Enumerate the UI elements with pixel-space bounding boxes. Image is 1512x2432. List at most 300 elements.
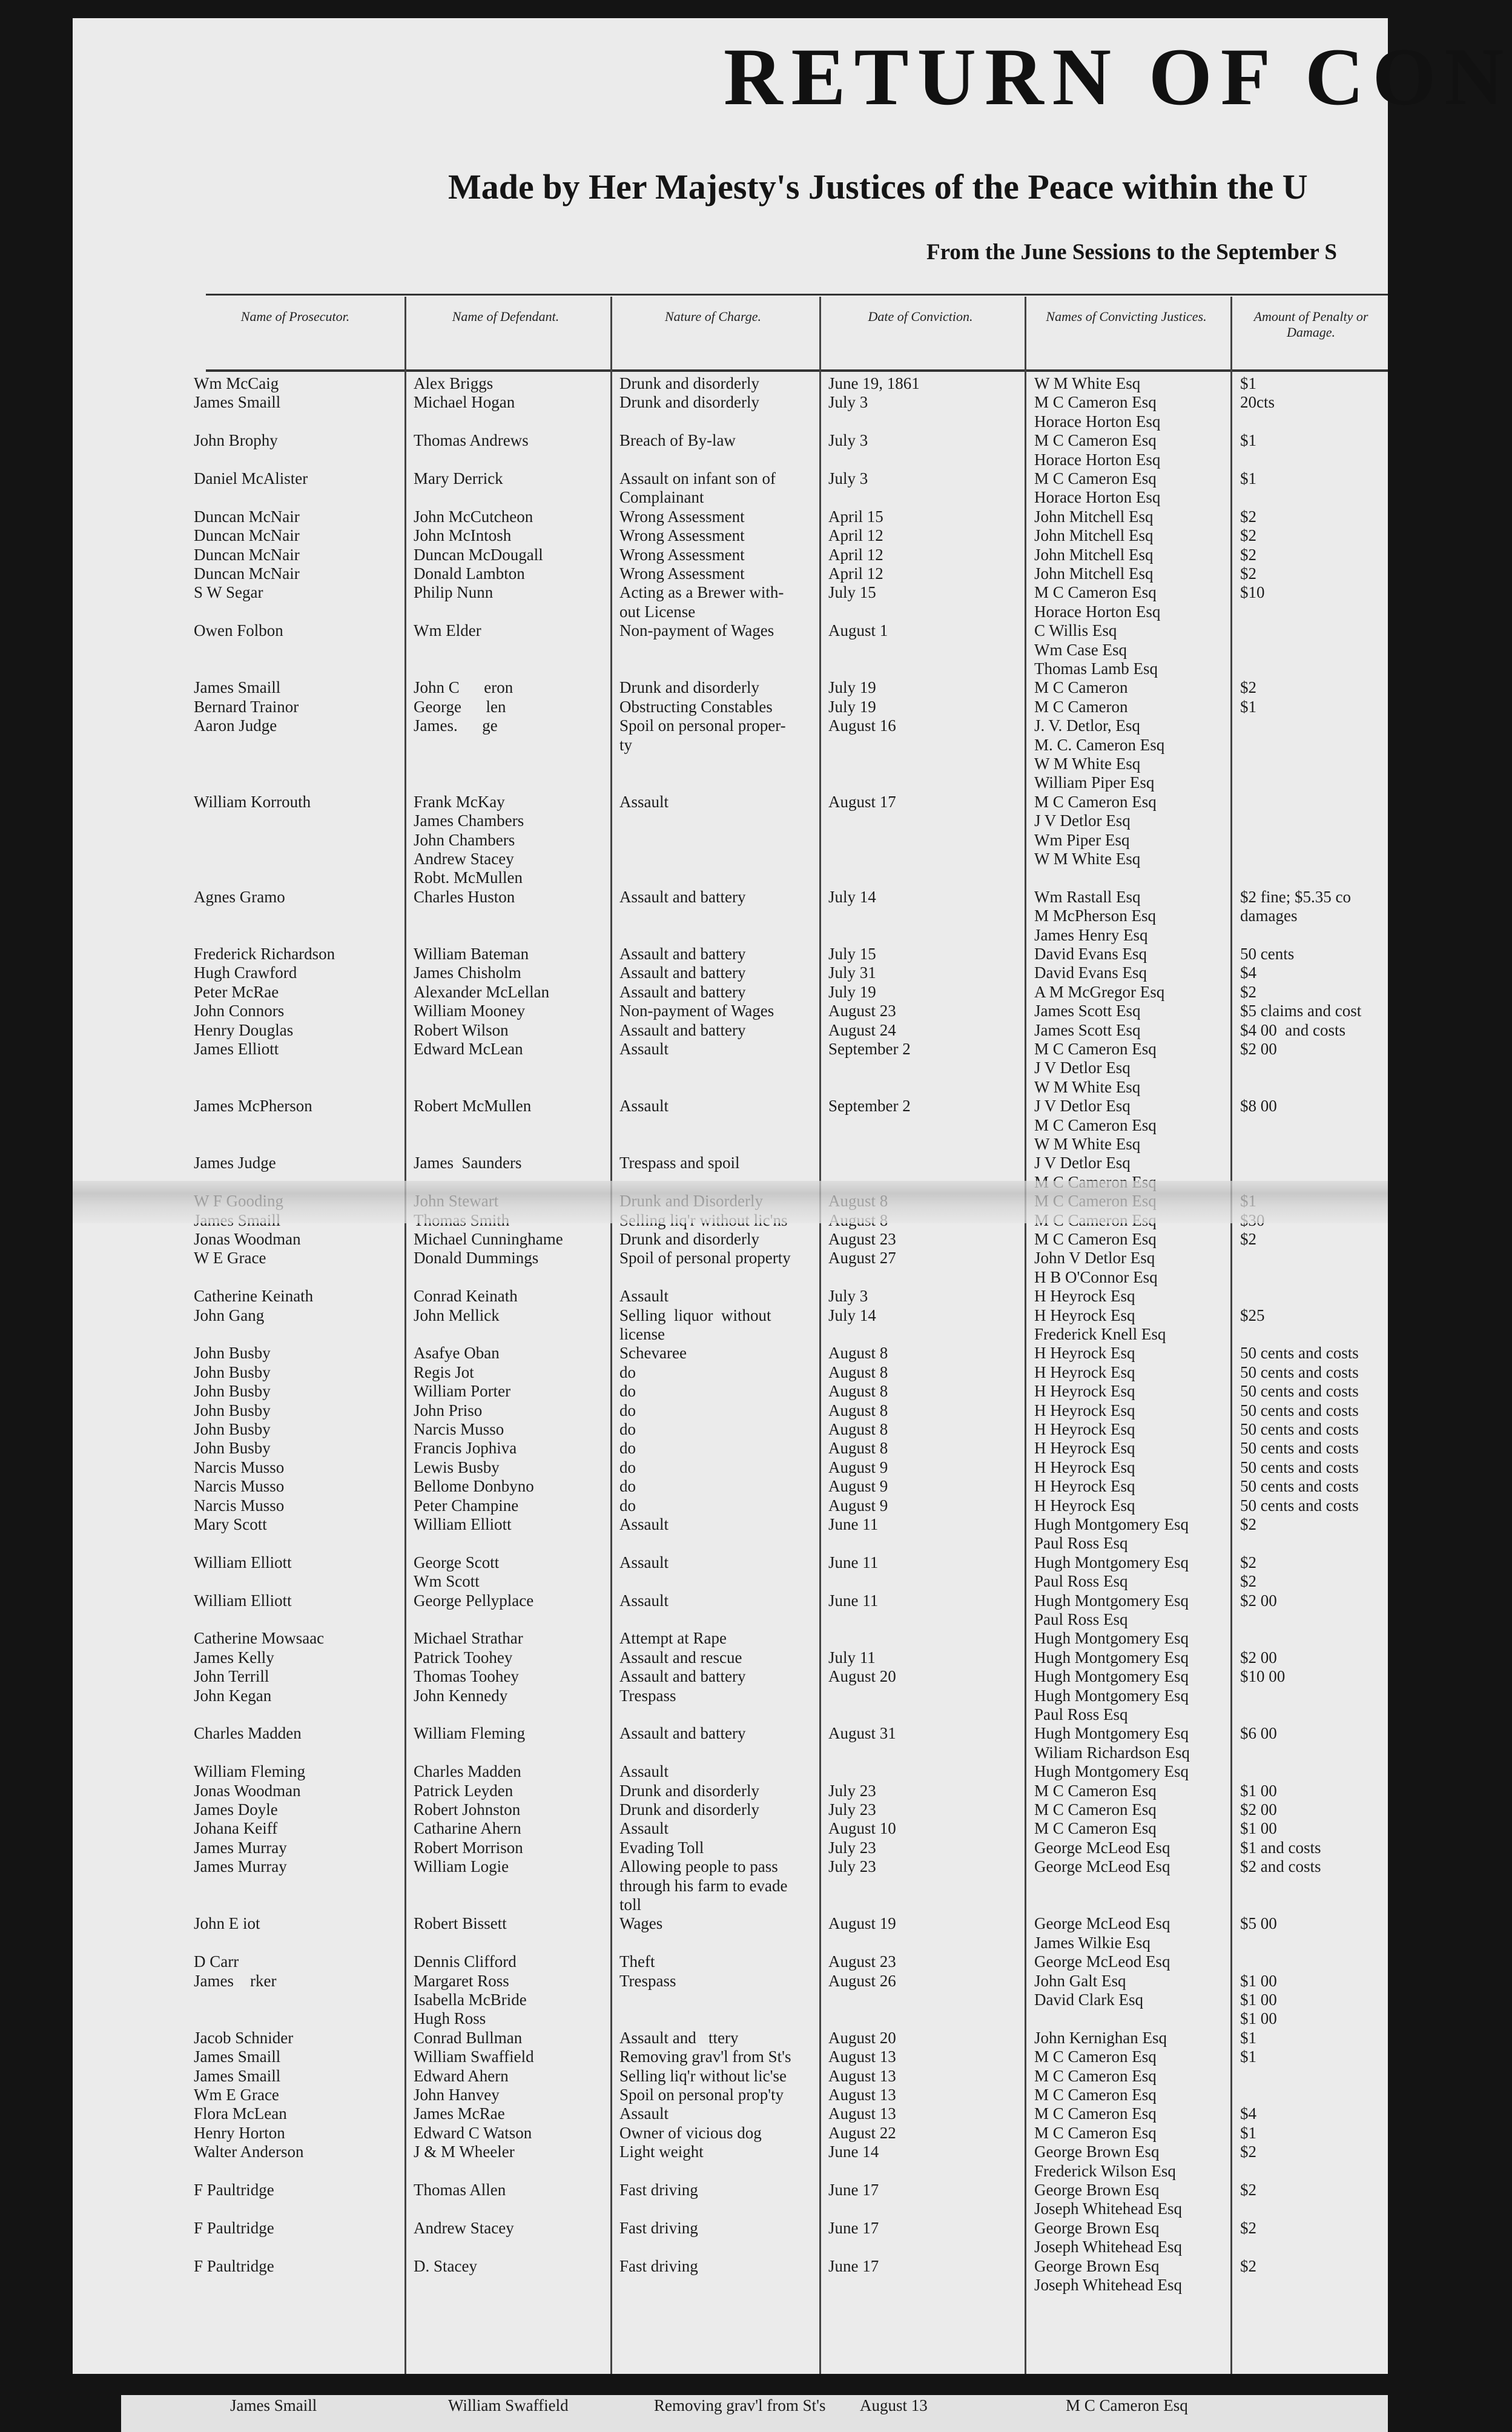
row-justices: Joseph Whitehead Esq <box>1034 2238 1182 2256</box>
row-justices: James Henry Esq <box>1034 925 1148 944</box>
row-prosecutor: Duncan McNair <box>194 526 300 545</box>
row-charge: Assault <box>619 1097 669 1115</box>
header-top-rule <box>206 294 1388 296</box>
row-prosecutor: Owen Folbon <box>194 621 283 640</box>
row-justices: H Heyrock Esq <box>1034 1382 1135 1401</box>
row-date: July 3 <box>828 431 868 450</box>
row-penalty: $1 00 <box>1240 1781 1277 1800</box>
row-prosecutor: Jonas Woodman <box>194 1781 301 1800</box>
row-defendant: William Porter <box>414 1382 511 1401</box>
row-date: August 13 <box>828 2047 896 2066</box>
row-justices: M C Cameron Esq <box>1034 2123 1157 2142</box>
row-justices: M C Cameron Esq <box>1034 2066 1157 2085</box>
row-prosecutor: John Busby <box>194 1401 271 1419</box>
row-prosecutor: James Elliott <box>194 1040 279 1058</box>
row-justices: H Heyrock Esq <box>1034 1458 1135 1476</box>
row-date: July 19 <box>828 697 876 716</box>
row-justices: Paul Ross Esq <box>1034 1705 1128 1723</box>
row-date: July 23 <box>828 1781 876 1800</box>
row-justices: Joseph Whitehead Esq <box>1034 2276 1182 2294</box>
row-charge: do <box>619 1477 636 1496</box>
row-date: August 22 <box>828 2123 896 2142</box>
row-charge: Fast driving <box>619 2218 698 2237</box>
row-penalty: $2 <box>1240 2143 1256 2161</box>
row-defendant: Hugh Ross <box>414 2009 486 2028</box>
row-date: August 9 <box>828 1477 888 1496</box>
row-defendant: Robert Wilson <box>414 1020 509 1039</box>
row-justices: George Brown Esq <box>1034 2256 1160 2275</box>
row-prosecutor: Narcis Musso <box>194 1477 285 1496</box>
row-defendant: Wm Scott <box>414 1572 480 1591</box>
row-charge: Assault <box>619 2104 669 2123</box>
row-justices: W M White Esq <box>1034 1077 1141 1096</box>
row-date: August 17 <box>828 792 896 811</box>
row-charge: Evading Toll <box>619 1838 704 1857</box>
row-penalty: $2 <box>1240 678 1256 697</box>
row-penalty: 50 cents and costs <box>1240 1420 1359 1438</box>
row-justices: John Mitchell Esq <box>1034 545 1154 564</box>
row-justices: Paul Ross Esq <box>1034 1610 1128 1628</box>
row-prosecutor: Walter Anderson <box>194 2143 304 2161</box>
row-date: August 23 <box>828 1952 896 1971</box>
row-defendant: William Bateman <box>414 945 529 963</box>
row-charge: Theft <box>619 1952 655 1971</box>
row-prosecutor: James Smaill <box>194 2066 281 2085</box>
row-defendant: James Chambers <box>414 811 524 830</box>
row-prosecutor: James McPherson <box>194 1097 312 1115</box>
row-penalty: $1 <box>1240 469 1256 487</box>
row-date: July 15 <box>828 583 876 602</box>
row-penalty: $1 00 <box>1240 2009 1277 2028</box>
row-charge: Selling liq'r without lic'se <box>619 2066 787 2085</box>
row-defendant: Peter Champine <box>414 1496 519 1515</box>
row-date: August 8 <box>828 1439 888 1458</box>
row-charge: do <box>619 1439 636 1458</box>
row-date: June 11 <box>828 1515 879 1533</box>
row-defendant: Alex Briggs <box>414 374 494 392</box>
column-rule <box>819 297 821 2374</box>
row-date: August 1 <box>828 621 888 640</box>
row-charge: Drunk and disorderly <box>619 1800 759 1819</box>
row-date: July 23 <box>828 1838 876 1857</box>
row-justices: H Heyrock Esq <box>1034 1401 1135 1419</box>
row-date: August 23 <box>828 1230 896 1248</box>
row-defendant: Regis Jot <box>414 1363 474 1381</box>
row-justices: W M White Esq <box>1034 850 1141 868</box>
row-prosecutor: John Gang <box>194 1306 265 1324</box>
row-date: July 19 <box>828 678 876 697</box>
row-justices: H Heyrock Esq <box>1034 1439 1135 1458</box>
row-justices: John Mitchell Esq <box>1034 564 1154 583</box>
row-justices: John Kernighan Esq <box>1034 2028 1167 2047</box>
row-penalty: $1 00 <box>1240 1991 1277 2009</box>
row-charge: Trespass <box>619 1686 676 1705</box>
row-date: August 8 <box>828 1420 888 1438</box>
row-justices: M C Cameron Esq <box>1034 1781 1157 1800</box>
row-charge: Spoil of personal property <box>619 1249 791 1267</box>
row-date: April 12 <box>828 545 883 564</box>
row-charge: Trespass <box>619 1971 676 1990</box>
column-header: Name of Defendant. <box>452 309 560 324</box>
row-defendant: John Priso <box>414 1401 483 1419</box>
row-prosecutor: Hugh Crawford <box>194 963 297 982</box>
row-defendant: John Chambers <box>414 830 515 849</box>
row-prosecutor: Duncan McNair <box>194 507 300 526</box>
row-date: August 13 <box>828 2104 896 2123</box>
row-prosecutor: Agnes Gramo <box>194 887 285 906</box>
row-justices: Joseph Whitehead Esq <box>1034 2199 1182 2218</box>
row-defendant: Narcis Musso <box>414 1420 504 1438</box>
row-prosecutor: Narcis Musso <box>194 1458 285 1476</box>
row-defendant: Francis Jophiva <box>414 1439 517 1458</box>
row-penalty: 50 cents and costs <box>1240 1458 1359 1476</box>
row-defendant: Robert Bissett <box>414 1914 507 1933</box>
strip-justices: M C Cameron Esq <box>1066 2396 1188 2414</box>
row-date: August 8 <box>828 1382 888 1401</box>
row-defendant: Edward C Watson <box>414 2123 532 2142</box>
row-charge: Assault <box>619 1762 669 1781</box>
row-date: June 17 <box>828 2181 879 2199</box>
row-justices: H Heyrock Esq <box>1034 1344 1135 1363</box>
row-penalty: $4 00 and costs <box>1240 1020 1345 1039</box>
row-penalty: $1 00 <box>1240 1819 1277 1838</box>
row-justices: Paul Ross Esq <box>1034 1572 1128 1591</box>
row-justices: Horace Horton Esq <box>1034 488 1161 507</box>
strip-date: August 13 <box>860 2396 928 2414</box>
row-date: July 14 <box>828 1306 876 1324</box>
row-charge: Spoil on personal proper- <box>619 716 786 735</box>
row-prosecutor: James Doyle <box>194 1800 278 1819</box>
row-defendant: Mary Derrick <box>414 469 503 487</box>
row-charge: Assault <box>619 1287 669 1306</box>
row-prosecutor: Henry Douglas <box>194 1020 294 1039</box>
row-prosecutor: Catherine Keinath <box>194 1287 314 1306</box>
row-prosecutor: Jonas Woodman <box>194 1230 301 1248</box>
row-defendant: John McIntosh <box>414 526 512 545</box>
row-defendant: Wm Elder <box>414 621 481 640</box>
row-date: June 11 <box>828 1591 879 1610</box>
row-justices: Hugh Montgomery Esq <box>1034 1686 1189 1705</box>
row-justices: J V Detlor Esq <box>1034 1154 1131 1172</box>
row-defendant: James McRae <box>414 2104 505 2123</box>
row-prosecutor: Wm McCaig <box>194 374 279 392</box>
row-justices: William Piper Esq <box>1034 773 1155 792</box>
row-prosecutor: F Paultridge <box>194 2218 274 2237</box>
row-justices: H Heyrock Esq <box>1034 1496 1135 1515</box>
row-prosecutor: F Paultridge <box>194 2181 274 2199</box>
row-charge: Fast driving <box>619 2181 698 2199</box>
row-defendant: Bellome Donbyno <box>414 1477 534 1496</box>
row-charge: Acting as a Brewer with- <box>619 583 784 602</box>
row-justices: M C Cameron Esq <box>1034 792 1157 811</box>
row-justices: M C Cameron Esq <box>1034 2086 1157 2104</box>
row-defendant: Thomas Toohey <box>414 1667 519 1686</box>
row-penalty: $2 <box>1240 507 1256 526</box>
row-charge: out License <box>619 602 696 621</box>
row-penalty: $2 <box>1240 2181 1256 2199</box>
row-justices: H Heyrock Esq <box>1034 1287 1135 1306</box>
row-date: August 9 <box>828 1458 888 1476</box>
row-charge: Trespass and spoil <box>619 1154 740 1172</box>
row-charge: Assault and battery <box>619 945 746 963</box>
strip-prosecutor: James Smaill <box>230 2396 317 2414</box>
row-charge: Assault and battery <box>619 887 746 906</box>
row-justices: David Evans Esq <box>1034 945 1147 963</box>
row-prosecutor: Duncan McNair <box>194 545 300 564</box>
row-date: August 24 <box>828 1020 896 1039</box>
row-defendant: Isabella McBride <box>414 1991 527 2009</box>
row-charge: Wrong Assessment <box>619 564 745 583</box>
row-date: July 14 <box>828 887 876 906</box>
row-date: July 23 <box>828 1800 876 1819</box>
row-justices: M. C. Cameron Esq <box>1034 735 1165 754</box>
row-date: August 16 <box>828 716 896 735</box>
row-charge: Removing grav'l from St's <box>619 2047 791 2066</box>
row-justices: Hugh Montgomery Esq <box>1034 1667 1189 1686</box>
row-prosecutor: Wm E Grace <box>194 2086 279 2104</box>
column-rule <box>1230 297 1232 2374</box>
row-prosecutor: Johana Keiff <box>194 1819 278 1838</box>
row-justices: W M White Esq <box>1034 755 1141 773</box>
column-rule <box>404 297 406 2374</box>
row-penalty: $1 <box>1240 697 1256 716</box>
row-charge: Assault <box>619 1553 669 1571</box>
column-header: Date of Conviction. <box>868 309 973 324</box>
row-justices: M McPherson Esq <box>1034 907 1156 925</box>
row-prosecutor: James Smaill <box>194 2047 281 2066</box>
row-justices: H Heyrock Esq <box>1034 1363 1135 1381</box>
column-header: Names of Convicting Justices. <box>1046 309 1207 324</box>
row-charge: Assault and rescue <box>619 1648 742 1667</box>
row-defendant: Lewis Busby <box>414 1458 500 1476</box>
row-prosecutor: James Judge <box>194 1154 276 1172</box>
row-charge: Spoil on personal prop'ty <box>619 2086 784 2104</box>
row-prosecutor: Duncan McNair <box>194 564 300 583</box>
row-defendant: Andrew Stacey <box>414 850 514 868</box>
row-justices: George McLeod Esq <box>1034 1857 1170 1876</box>
row-penalty: $2 00 <box>1240 1648 1277 1667</box>
row-defendant: Andrew Stacey <box>414 2218 514 2237</box>
row-prosecutor: Bernard Trainor <box>194 697 299 716</box>
row-justices: John Mitchell Esq <box>1034 507 1154 526</box>
row-charge: Wrong Assessment <box>619 507 745 526</box>
row-justices: Wm Case Esq <box>1034 640 1127 659</box>
row-charge: Obstructing Constables <box>619 697 773 716</box>
row-date: July 31 <box>828 963 876 982</box>
row-date: April 12 <box>828 564 883 583</box>
strip-defendant: William Swaffield <box>448 2396 569 2414</box>
row-justices: James Wilkie Esq <box>1034 1933 1151 1952</box>
row-date: July 19 <box>828 982 876 1001</box>
row-defendant: John C eron <box>414 678 513 697</box>
row-defendant: Charles Madden <box>414 1762 521 1781</box>
row-prosecutor: John Busby <box>194 1344 271 1363</box>
row-defendant: Robert Morrison <box>414 1838 523 1857</box>
row-prosecutor: Mary Scott <box>194 1515 267 1533</box>
row-prosecutor: John Kegan <box>194 1686 272 1705</box>
document-title: RETURN OF CON <box>724 32 1512 122</box>
row-defendant: Patrick Toohey <box>414 1648 513 1667</box>
row-date: August 27 <box>828 1249 896 1267</box>
row-date: August 9 <box>828 1496 888 1515</box>
row-defendant: Catharine Ahern <box>414 1819 521 1838</box>
row-penalty: $2 00 <box>1240 1591 1277 1610</box>
row-charge: Drunk and disorderly <box>619 374 759 392</box>
row-penalty: $2 <box>1240 982 1256 1001</box>
row-penalty: 50 cents and costs <box>1240 1496 1359 1515</box>
row-penalty: $2 <box>1240 1230 1256 1248</box>
row-justices: Hugh Montgomery Esq <box>1034 1648 1189 1667</box>
row-date: June 17 <box>828 2218 879 2237</box>
row-charge: do <box>619 1382 636 1401</box>
row-justices: W M White Esq <box>1034 1135 1141 1153</box>
column-rule <box>610 297 612 2374</box>
row-charge: Fast driving <box>619 2256 698 2275</box>
row-defendant: James Saunders <box>414 1154 522 1172</box>
row-penalty: $2 <box>1240 2218 1256 2237</box>
row-justices: Hugh Montgomery Esq <box>1034 1762 1189 1781</box>
row-penalty: $2 <box>1240 564 1256 583</box>
row-justices: Paul Ross Esq <box>1034 1534 1128 1553</box>
row-charge: Complainant <box>619 488 704 507</box>
row-charge: do <box>619 1496 636 1515</box>
row-justices: M C Cameron Esq <box>1034 1800 1157 1819</box>
row-charge: Assault <box>619 1819 669 1838</box>
row-charge: do <box>619 1420 636 1438</box>
row-date: July 3 <box>828 393 868 412</box>
row-date: July 11 <box>828 1648 876 1667</box>
row-prosecutor: John Connors <box>194 1002 285 1020</box>
row-penalty: $4 <box>1240 2104 1256 2123</box>
row-charge: toll <box>619 1895 642 1914</box>
row-charge: Breach of By-law <box>619 431 736 450</box>
row-charge: Assault and battery <box>619 1667 746 1686</box>
row-charge: Assault on infant son of <box>619 469 776 487</box>
row-defendant: William Logie <box>414 1857 509 1876</box>
row-justices: M C Cameron <box>1034 678 1128 697</box>
row-defendant: Margaret Ross <box>414 1971 509 1990</box>
row-date: August 20 <box>828 1667 896 1686</box>
row-justices: C Willis Esq <box>1034 621 1117 640</box>
row-penalty: $1 <box>1240 374 1256 392</box>
row-charge: Assault <box>619 1040 669 1058</box>
row-justices: Hugh Montgomery Esq <box>1034 1553 1189 1571</box>
row-defendant: Conrad Keinath <box>414 1287 518 1306</box>
row-date: August 23 <box>828 1002 896 1020</box>
row-prosecutor: John E iot <box>194 1914 260 1933</box>
row-defendant: John Hanvey <box>414 2086 500 2104</box>
row-justices: J V Detlor Esq <box>1034 1059 1131 1077</box>
row-justices: Wm Piper Esq <box>1034 830 1130 849</box>
row-prosecutor: Jacob Schnider <box>194 2028 294 2047</box>
row-prosecutor: Peter McRae <box>194 982 279 1001</box>
row-penalty: 50 cents and costs <box>1240 1382 1359 1401</box>
row-justices: Frederick Knell Esq <box>1034 1325 1166 1343</box>
row-charge: Drunk and disorderly <box>619 393 759 412</box>
row-prosecutor: Narcis Musso <box>194 1496 285 1515</box>
row-justices: David Clark Esq <box>1034 1991 1143 2009</box>
row-penalty: $5 00 <box>1240 1914 1277 1933</box>
row-justices: H Heyrock Esq <box>1034 1306 1135 1324</box>
row-prosecutor: Henry Horton <box>194 2123 285 2142</box>
row-penalty: $2 fine; $5.35 co <box>1240 887 1351 906</box>
row-prosecutor: James Smaill <box>194 678 281 697</box>
row-penalty: $2 00 <box>1240 1040 1277 1058</box>
row-penalty: $5 claims and cost <box>1240 1002 1362 1020</box>
row-defendant: George len <box>414 697 506 716</box>
row-charge: do <box>619 1458 636 1476</box>
row-justices: M C Cameron Esq <box>1034 2104 1157 2123</box>
row-justices: Thomas Lamb Esq <box>1034 659 1158 678</box>
row-prosecutor: Charles Madden <box>194 1724 302 1743</box>
row-prosecutor: John Busby <box>194 1363 271 1381</box>
row-justices: George McLeod Esq <box>1034 1838 1170 1857</box>
row-penalty: $1 <box>1240 431 1256 450</box>
row-defendant: Duncan McDougall <box>414 545 543 564</box>
row-defendant: Alexander McLellan <box>414 982 550 1001</box>
row-justices: Hugh Montgomery Esq <box>1034 1591 1189 1610</box>
row-prosecutor: F Paultridge <box>194 2256 274 2275</box>
row-charge: Assault and battery <box>619 963 746 982</box>
row-justices: W M White Esq <box>1034 374 1141 392</box>
row-charge: Assault <box>619 1515 669 1533</box>
row-penalty: $1 <box>1240 2047 1256 2066</box>
row-justices: John Galt Esq <box>1034 1971 1126 1990</box>
row-charge: Light weight <box>619 2143 704 2161</box>
row-date: August 8 <box>828 1363 888 1381</box>
row-penalty: $2 <box>1240 2256 1256 2275</box>
row-charge: Selling liquor without <box>619 1306 771 1324</box>
row-defendant: James. ge <box>414 716 498 735</box>
row-penalty: $1 and costs <box>1240 1838 1321 1857</box>
row-justices: M C Cameron Esq <box>1034 431 1157 450</box>
row-defendant: Edward Ahern <box>414 2066 509 2085</box>
row-prosecutor: S W Segar <box>194 583 263 602</box>
row-justices: Horace Horton Esq <box>1034 412 1161 431</box>
row-justices: James Scott Esq <box>1034 1020 1141 1039</box>
row-prosecutor: John Terrill <box>194 1667 269 1686</box>
row-penalty: 50 cents and costs <box>1240 1363 1359 1381</box>
row-justices: Wiliam Richardson Esq <box>1034 1743 1190 1762</box>
row-defendant: D. Stacey <box>414 2256 477 2275</box>
row-penalty: $1 00 <box>1240 1971 1277 1990</box>
row-defendant: Thomas Allen <box>414 2181 506 2199</box>
row-justices: M C Cameron Esq <box>1034 2047 1157 2066</box>
row-justices: H Heyrock Esq <box>1034 1477 1135 1496</box>
row-justices: J V Detlor Esq <box>1034 1097 1131 1115</box>
row-date: April 12 <box>828 526 883 545</box>
row-justices: M C Cameron Esq <box>1034 583 1157 602</box>
row-charge: Wrong Assessment <box>619 526 745 545</box>
row-penalty: $1 <box>1240 2123 1256 2142</box>
row-defendant: Thomas Andrews <box>414 431 529 450</box>
row-prosecutor: John Busby <box>194 1439 271 1458</box>
row-date: July 15 <box>828 945 876 963</box>
row-justices: George Brown Esq <box>1034 2218 1160 2237</box>
row-justices: H B O'Connor Esq <box>1034 1267 1158 1286</box>
row-justices: M C Cameron Esq <box>1034 1115 1157 1134</box>
row-charge: Non-payment of Wages <box>619 1002 774 1020</box>
row-penalty: $2 <box>1240 1553 1256 1571</box>
row-defendant: Conrad Bullman <box>414 2028 523 2047</box>
row-defendant: John Mellick <box>414 1306 500 1324</box>
row-prosecutor: James rker <box>194 1971 277 1990</box>
row-charge: Assault and battery <box>619 982 746 1001</box>
row-charge: do <box>619 1363 636 1381</box>
row-date: August 26 <box>828 1971 896 1990</box>
row-justices: George McLeod Esq <box>1034 1952 1170 1971</box>
row-penalty: 50 cents <box>1240 945 1295 963</box>
